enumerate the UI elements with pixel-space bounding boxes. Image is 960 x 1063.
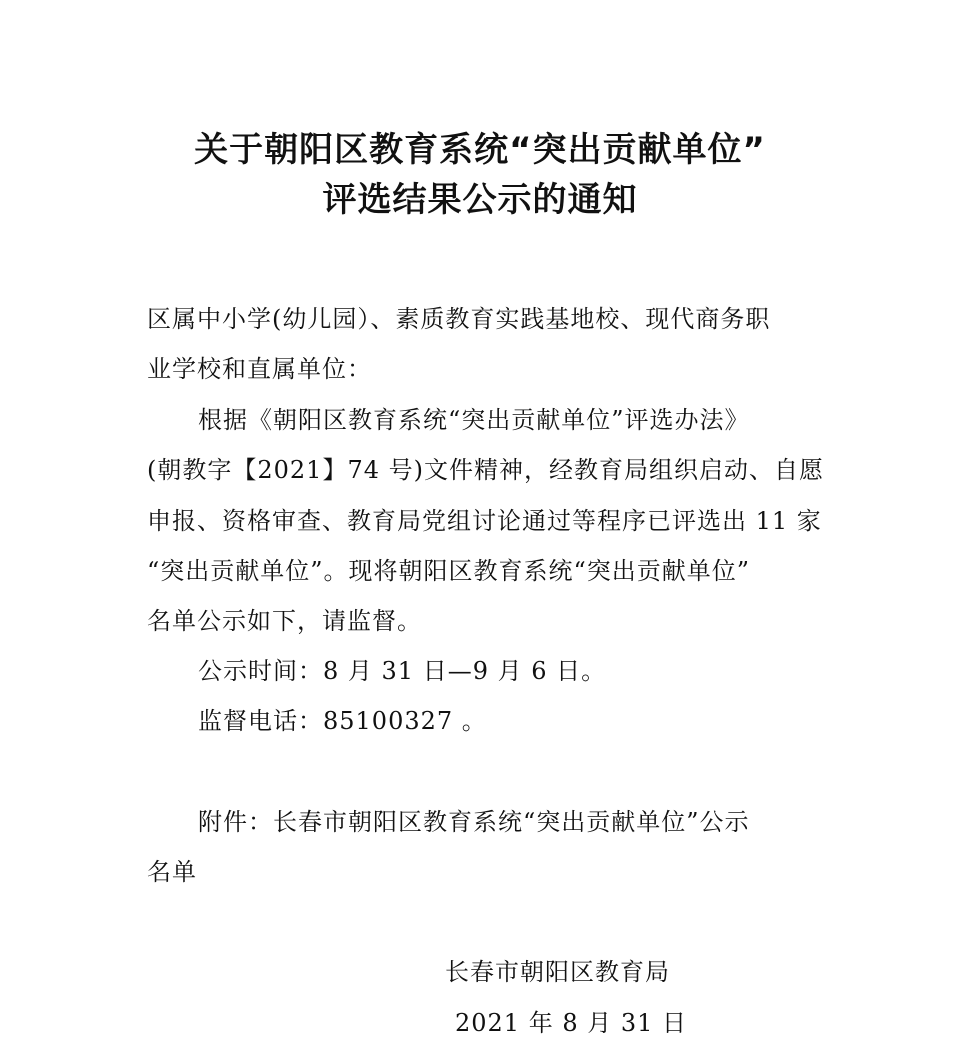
document-title-line-1: 关于朝阳区教育系统“突出贡献单位” bbox=[194, 130, 766, 170]
addressee-line-2: 业学校和直属单位： bbox=[147, 355, 372, 383]
publicity-period: 公示时间：8 月 31 日—9 月 6 日。 bbox=[198, 657, 607, 685]
issue-date: 2021 年 8 月 31 日 bbox=[455, 1009, 688, 1037]
body-line-3: 申报、资格审查、教育局党组讨论通过等程序已评选出 11 家 bbox=[147, 507, 822, 535]
body-line-4: “突出贡献单位”。现将朝阳区教育系统“突出贡献单位” bbox=[147, 557, 751, 585]
document-title-line-2: 评选结果公示的通知 bbox=[322, 180, 638, 220]
attachment-line-2: 名单 bbox=[147, 858, 197, 886]
addressee-line-1: 区属中小学(幼儿园）、素质教育实践基地校、现代商务职 bbox=[147, 305, 771, 333]
issuer-signature: 长春市朝阳区教育局 bbox=[445, 958, 670, 986]
attachment-line-1: 附件：长春市朝阳区教育系统“突出贡献单位”公示 bbox=[198, 808, 750, 836]
body-line-1: 根据《朝阳区教育系统“突出贡献单位”评选办法》 bbox=[198, 406, 750, 434]
supervision-phone: 监督电话：85100327 。 bbox=[198, 707, 487, 735]
body-line-5: 名单公示如下，请监督。 bbox=[147, 607, 422, 635]
body-line-2: (朝教字【2021】74 号)文件精神，经教育局组织启动、自愿 bbox=[147, 456, 824, 484]
